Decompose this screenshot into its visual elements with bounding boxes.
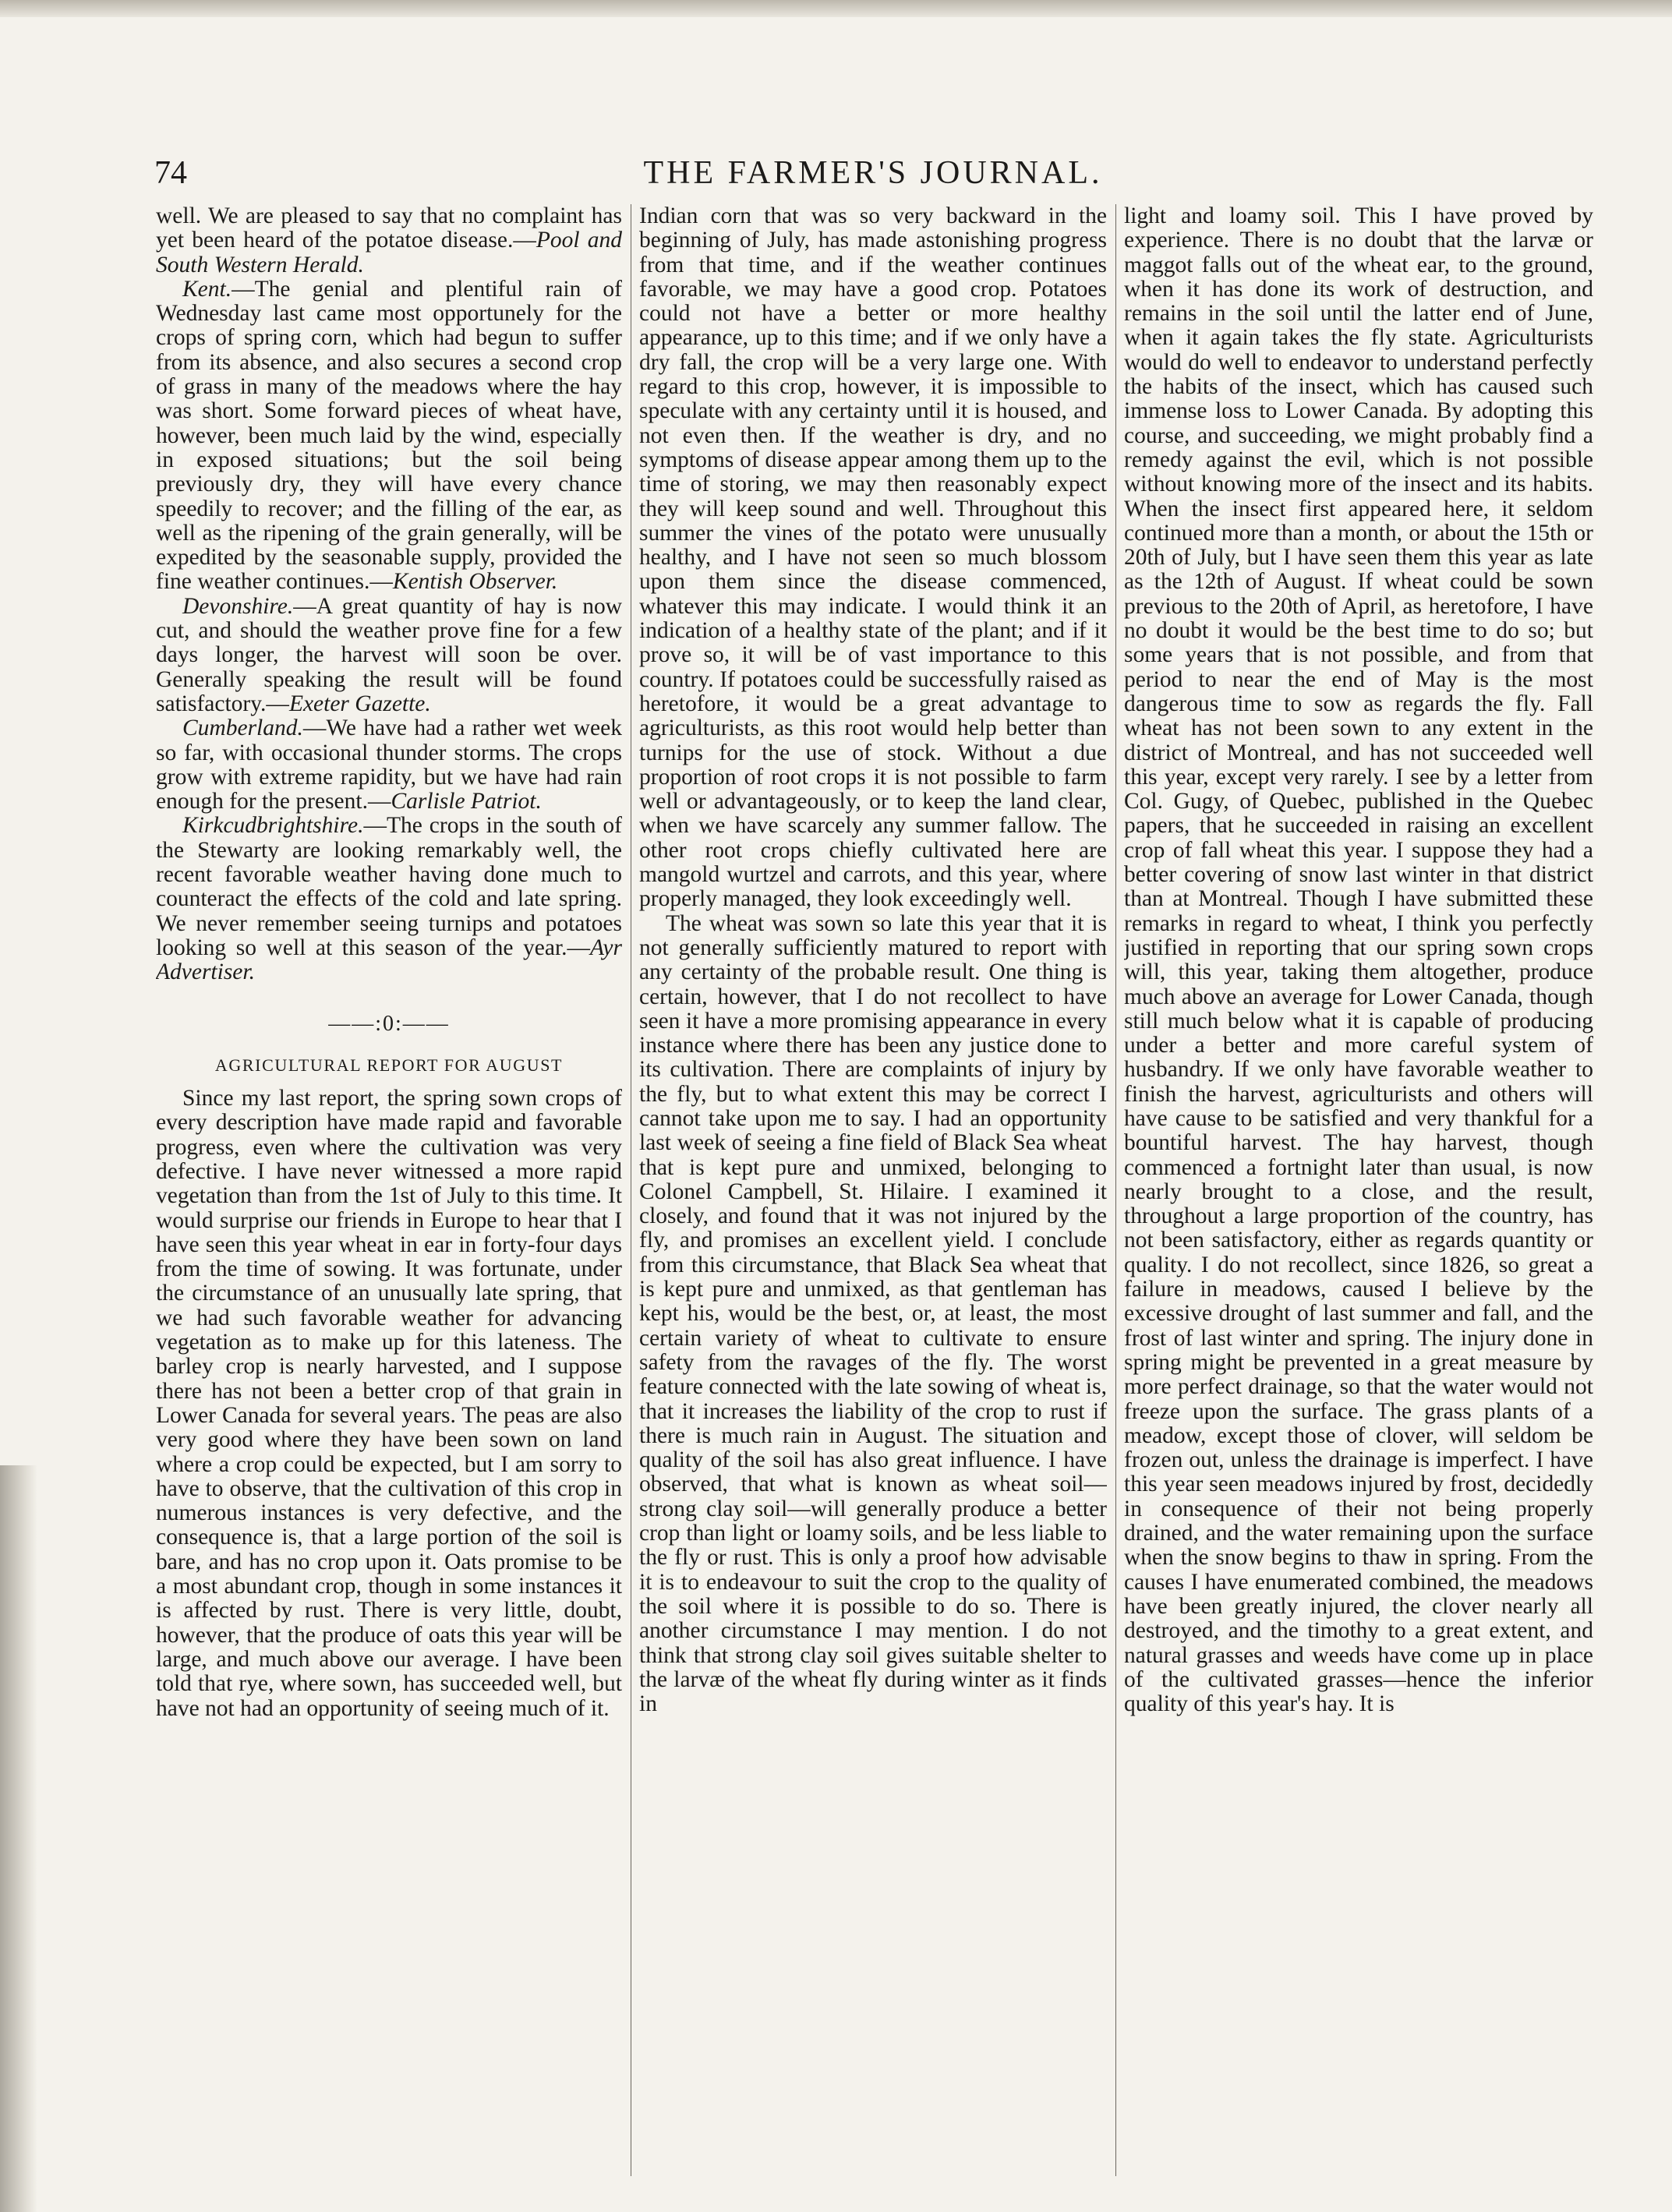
county-lead: Kent. (182, 276, 232, 302)
source-citation: Pool and South Western Herald. (156, 228, 622, 277)
source-citation: Carlisle Patriot. (391, 789, 542, 814)
paragraph-text: —The crops in the south of the Stewarty are looking remarkably well, the recent favorable weather having done much to counteract the effects of the cold and late spring. We never remember seeing turnips and potatoes looking so well at this season of the year.— (156, 813, 622, 960)
scan-top-edge (0, 0, 1672, 17)
column-left (156, 204, 622, 2184)
paragraph-kent (156, 277, 622, 595)
column-middle (639, 204, 1107, 2184)
paragraph-report: Since my last report, the spring sown crops of every description have made rapid and favorable progress, even where the cultivation was very defective. I have never witnessed a more rapid vegetation than from the 1st of July to this time. It would surprise our friends in Europe to hear that I have seen this year wheat in ear in forty-four days from the time of sowing. It was fortunate, under the circumstance of an unusually late spring, that we had such favorable weather for advancing vegetation as to make up for this lateness. The barley crop is nearly harvested, and I suppose there has not been a better crop of that grain in Lower Canada for several years. The peas are also very good where they have been sown on land where a crop could be expected, but I am sorry to have to observe, that the cultivation of this crop in numerous instances is very defective, and the consequence is, that a large portion of the soil is bare, and has no crop upon it. Oats promise to be a most abundant crop, though in some instances it is affected by rust. There is very little, doubt, however, that the produce of oats this year will be large, and much above our average. I have been told that rye, where sown, has succeeded well, but have not had an opportunity of seeing much of it. (156, 1086, 622, 1721)
paragraph-intro (156, 204, 622, 277)
paragraph-text: well. We are pleased to say that no complaint has yet been heard of the potatoe disease.— (156, 204, 622, 253)
source-citation: Kentish Observer. (392, 569, 558, 595)
journal-title: THE FARMER'S JOURNAL. (643, 155, 1103, 191)
source-citation: Ayr Advertiser. (156, 935, 622, 985)
column-rule-right (1115, 204, 1116, 2176)
scan-binding-shadow (0, 1465, 37, 2212)
source-citation: Exeter Gazette. (288, 691, 431, 716)
county-lead: Cumberland. (182, 716, 303, 741)
section-divider: ——:0:—— (328, 1011, 450, 1036)
paragraph-continued: light and loamy soil. This I have proved by experience. There is no doubt that the larvæ or maggot falls out of the wheat ear, to the ground, when it has done its work of destruction, and remains in the soil until the latter end of June, when it again takes the fly state. Agriculturists would do well to endeavor to understand perfectly the habits of the insect, which has caused such immense loss to Lower Canada. By adopting this course, and succeeding, we might probably find a remedy against the evil, which is not possible without knowing more of the insect and its habits. When the insect first appeared here, it seldom continued more than a month, or about the 15th or 20th of July, but I have seen them this year as late as the 12th of August. If wheat could be sown previous to the 20th of April, as heretofore, I have no doubt it would be the best time to do so; but some years that is not possible, and from that period to near the end of May is the most dangerous time to sow as regards the fly. Fall wheat has not been sown to any extent in the district of Montreal, and has not succeeded well this year, except very rarely. I see by a letter from Col. Gugy, of Quebec, published in the Quebec papers, that he succeeded in raising an excellent crop of fall wheat this year. I suppose they had a better covering of snow last winter in that district than at Montreal. Though I have submitted these remarks in regard to wheat, I think you perfectly justified in reporting that our spring sown crops will, this year, taking them altogether, produce much above an average for Lower Canada, though still much below what it is capable of producing under a better and more careful system of husbandry. If we only have favorable weather to finish the harvest, agriculturists and others will have cause to be satisfied and very thankful for a bountiful harvest. The hay harvest, though commenced a fortnight later than usual, is now nearly brought to a close, and the result, throughout a large proportion of the country, has not been satisfactory, either as regards quantity or quality. I do not recollect, since 1826, so great a failure in meadows, caused I believe by the excessive drought of last summer and fall, and the frost of last winter and spring. The injury done in spring might be prevented in a great measure by more perfect drainage, so that the water would not freeze upon the surface. The grass plants of a meadow, except those of clover, will seldom be frozen out, unless the drainage is imperfect. I have this year seen meadows injured by frost, decidedly in consequence of their not being properly drained, and the water remaining upon the surface when the snow begins to thaw in spring. From the causes I have enumerated combined, the meadows have been greatly injured, the clover nearly all destroyed, and the timothy to a great extent, and natural grasses and weeds have come up in place of the cultivated grasses—hence the inferior quality of this year's hay. It is (1124, 204, 1593, 1717)
paragraph-text: —The genial and plentiful rain of Wednesday last came most opportunely for the crops of spring corn, which had begun to suffer from its absence, and also secures a second crop of grass in many of the meadows where the hay was short. Some forward pieces of wheat have, however, been much laid by the wind, especially in exposed situations; but the soil being previously dry, they will have every chance speedily to recover; and the filling of the ear, as well as the ripening of the grain generally, will be expedited by the seasonable supply, provided the fine weather continues.— (156, 276, 622, 595)
column-right (1124, 204, 1593, 2184)
county-lead: Devonshire. (182, 593, 294, 619)
page-number: 74 (154, 155, 187, 191)
section-heading: AGRICULTURAL REPORT FOR AUGUST (214, 1055, 564, 1075)
paragraph-cumberland (156, 716, 622, 814)
paragraph-text: —A great quantity of hay is now cut, and should the weather prove fine for a few days longer, the harvest will soon be over. Generally speaking the result will be found satisfactory.— (156, 593, 622, 716)
paragraph-devonshire (156, 595, 622, 716)
paragraph-text: —We have had a rather wet week so far, with occasional thunder storms. The crops grow with extreme rapidity, but we have had rain enough for the present.— (156, 716, 622, 814)
paragraph-wheat: The wheat was sown so late this year that it is not generally sufficiently matured to report with any certainty of the probable result. One thing is certain, however, that I do not recollect to have seen it have a more promising appearance in every instance where there has been any justice done to its cultivation. There are complaints of injury by the fly, but to what extent this may be correct I cannot take upon me to say. I had an opportunity last week of seeing a fine field of Black Sea wheat that is kept pure and unmixed, belonging to Colonel Campbell, St. Hilaire. I examined it closely, and found that it was not injured by the fly, and promises an excellent yield. I conclude from this circumstance, that Black Sea wheat that is kept pure and unmixed, as that gentleman has kept his, would be the best, or, at least, the most certain variety of wheat to cultivate to ensure safety from the ravages of the fly. The worst feature connected with the late sowing of wheat is, that it increases the liability of the crop to rust if there is much rain in August. The situation and quality of the soil has also great influence. I have observed, that what is known as wheat soil—strong clay soil—will generally produce a better crop than light or loamy soils, and be less liable to the fly or rust. This is only a proof how advisable it is to endeavour to suit the crop to the quality of the soil where it is possible to do so. There is another circumstance I may mention. I do not think that strong clay soil gives suitable shelter to the larvæ of the wheat fly during winter as it finds in (639, 910, 1107, 1717)
paragraph-continued: Indian corn that was so very backward in the beginning of July, has made astonishing progress from that time, and if the weather continues favorable, we may have a good crop. Potatoes could not have a better or more healthy appearance, up to this time; and if we only have a dry fall, the crop will be a very large one. With regard to this crop, however, it is impossible to speculate with any certainty until it is housed, and not even then. If the weather is dry, and no symptoms of disease appear among them up to the time of storing, we may then reasonably expect they will keep sound and well. Throughout this summer the vines of the potato were unusually healthy, and I have not seen so much blossom upon them since the disease commenced, whatever this may indicate. I would think it an indication of a healthy state of the plant; and if it prove so, it will be of vast importance to this country. If potatoes could be successfully raised as heretofore, it would be a great advantage to agriculturists, as this root would help better than turnips for the use of stock. Without a due proportion of root crops it is not possible to farm well or advantageously, or to keep the land clear, when we have scarcely any summer fallow. The other root crops chiefly cultivated here are mangold wurtzel and carrots, and this year, where properly managed, they look exceedingly well. (639, 204, 1107, 912)
county-lead: Kirkcudbrightshire. (182, 813, 364, 839)
paragraph-kirkcudbrightshire (156, 814, 622, 984)
